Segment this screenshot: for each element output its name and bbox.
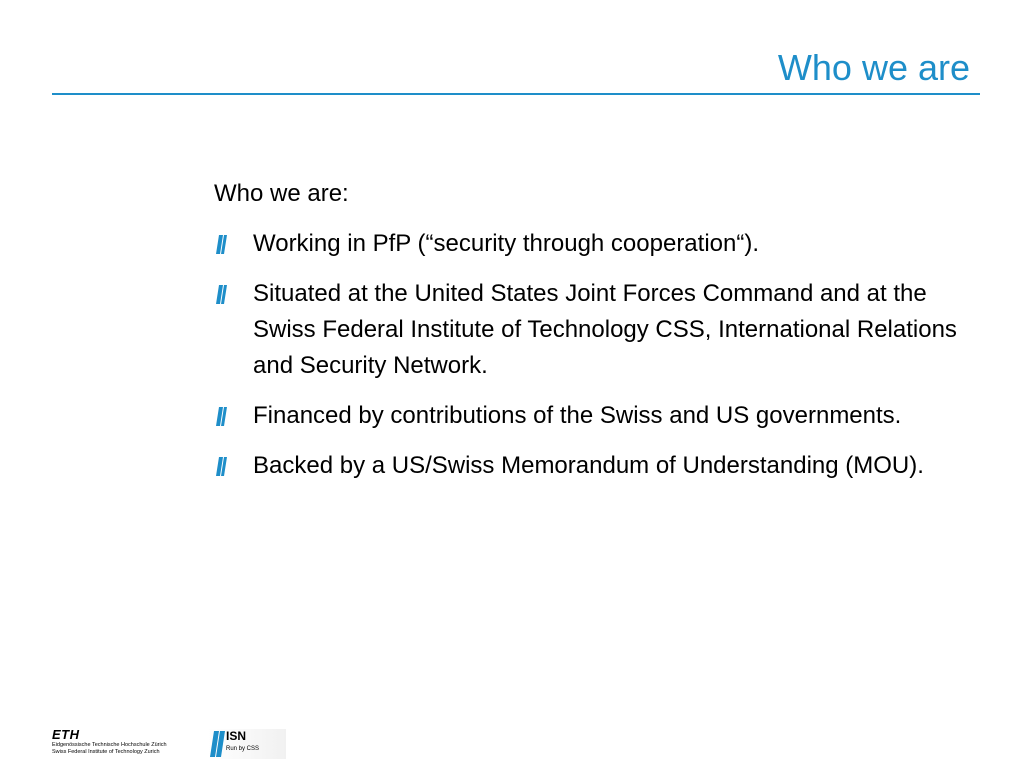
bullet-text: Working in PfP (“security through cooperation“). <box>253 230 760 257</box>
blue-slash-bullet-icon <box>214 285 228 304</box>
eth-logo-line-1: Eidgenössische Technische Hochschule Zürich <box>52 742 167 748</box>
eth-logo-line-2: Swiss Federal Institute of Technology Zurich <box>52 749 160 755</box>
bullet-list <box>214 226 984 484</box>
blue-slash-bullet-icon <box>214 235 228 254</box>
bullet-item <box>214 398 984 434</box>
bullet-item <box>214 276 984 384</box>
isn-slash-icon <box>210 731 226 757</box>
isn-logo-subtitle: Run by CSS <box>226 746 260 752</box>
blue-slash-bullet-icon <box>214 407 228 426</box>
bullet-text: Backed by a US/Swiss Memorandum of Understanding (MOU). <box>253 452 924 479</box>
eth-logo-mark: ETH <box>52 727 80 742</box>
bullet-item <box>214 226 984 262</box>
blue-slash-bullet-icon <box>214 457 228 476</box>
intro-text: Who we are: <box>214 180 349 207</box>
slide-title: Who we are <box>777 47 970 88</box>
bullet-item <box>214 448 984 484</box>
isn-logo-mark: ISN <box>226 729 247 743</box>
title-divider <box>52 93 980 95</box>
bullet-text: Financed by contributions of the Swiss and US governments. <box>253 402 902 429</box>
slide-content <box>214 176 984 498</box>
eth-logo <box>52 728 182 762</box>
bullet-text: Situated at the United States Joint Forces Command and at the Swiss Federal Institute of Technology CSS, International Relations and Security Network. <box>253 280 957 379</box>
isn-logo <box>208 729 286 759</box>
footer-logos <box>0 722 1024 768</box>
